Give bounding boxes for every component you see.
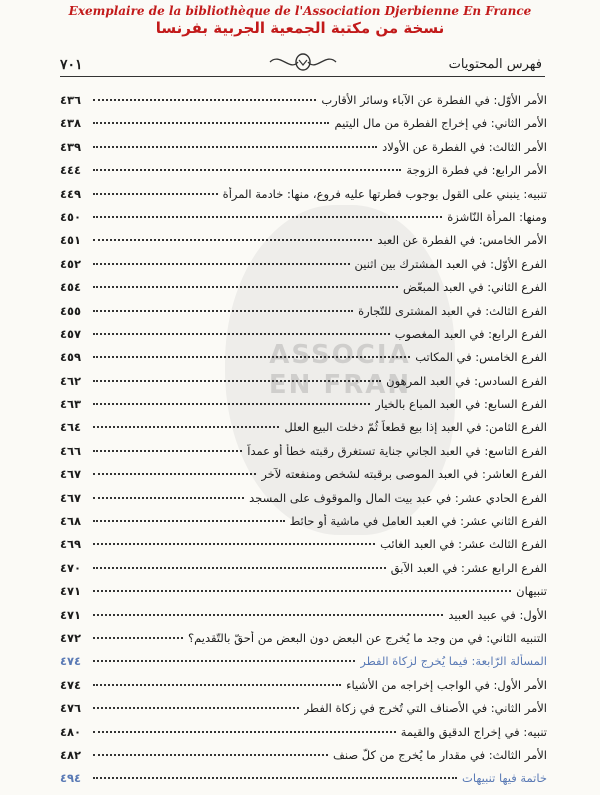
- toc-dot-leader: [93, 122, 329, 124]
- toc-entry-title: الأمر الأوّل: في الفطرة عن الآباء وسائر الأقارب: [321, 93, 547, 107]
- toc-entry-page: ٤٥٥: [60, 303, 82, 318]
- toc-entry[interactable]: [60, 561, 547, 584]
- toc-entry-title: الأمر الخامس: في الفطرة عن العبد: [377, 233, 547, 248]
- toc-entry-page: ٤٦٧: [60, 490, 82, 505]
- toc-entry-title: الفرع السادس: في العبد المرهون: [386, 373, 547, 388]
- header-ornament-icon: [268, 50, 338, 74]
- toc-entry[interactable]: [60, 116, 547, 139]
- toc-entry[interactable]: [60, 233, 547, 256]
- toc-dot-leader: [93, 216, 442, 218]
- toc-entry[interactable]: [60, 514, 547, 537]
- library-header: [0, 4, 600, 37]
- toc-entry-title: الفرع الثامن: في العبد إذا بيع قطعاً ثُمّ دخلت البيع العلل: [284, 420, 547, 435]
- toc-entry-title: الفرع الحادي عشر: في عبد بيت المال والموقوف على المسجد: [249, 490, 547, 505]
- library-header-french: Exemplaire de la bibliothèque de l'Association Djerbienne En France: [68, 4, 532, 18]
- toc-entry-title: ومنها: المرأة النّاشزة: [447, 209, 547, 224]
- toc-entry-title: الأمر الثاني: في إخراج الفطرة من مال اليتيم: [334, 116, 547, 131]
- toc-entry[interactable]: [60, 725, 547, 748]
- toc-entry[interactable]: [60, 397, 547, 420]
- toc-entry-page: ٤٦٨: [60, 514, 82, 529]
- page-number: ٧٠١: [60, 57, 83, 73]
- toc-dot-leader: [93, 567, 386, 569]
- toc-dot-leader: [93, 754, 328, 756]
- toc-entry-title: تنبيه: في إخراج الدقيق والقيمة: [400, 724, 547, 739]
- toc-entry[interactable]: [60, 631, 547, 654]
- toc-dot-leader: [93, 450, 242, 452]
- toc-entry-page: ٤٦٣: [60, 397, 82, 412]
- toc-entry-title: الأمر الثاني: في الأصناف التي تُخرج في زكاة الفطر: [303, 701, 547, 716]
- toc-entry[interactable]: [60, 444, 547, 467]
- toc-entry[interactable]: [60, 93, 547, 116]
- toc-dot-leader: [93, 707, 299, 709]
- toc-entry[interactable]: [60, 163, 547, 186]
- toc-dot-leader: [93, 403, 370, 405]
- toc-entry-page: ٤٥٢: [60, 256, 82, 271]
- toc-entry-title: الفرع الثاني: في العبد المبعّض: [403, 280, 547, 295]
- toc-entry[interactable]: [60, 140, 547, 163]
- watermark-line-1: ASSOCIA: [269, 340, 411, 370]
- toc-dot-leader: [93, 684, 341, 686]
- toc-entry-page: ٤٦٦: [60, 443, 82, 458]
- toc-dot-leader: [93, 286, 398, 288]
- toc-dot-leader: [93, 660, 355, 662]
- toc-entry-title: الفرع الثالث: في العبد المشترى للتّجارة: [358, 303, 547, 318]
- toc-entry[interactable]: [60, 701, 547, 724]
- toc-entry-page: ٤٧٤: [60, 677, 82, 692]
- toc-dot-leader: [93, 614, 443, 616]
- toc-entry-page: ٤٨٠: [60, 724, 82, 739]
- toc-entry[interactable]: [60, 608, 547, 631]
- toc-entry-page: ٤٦٢: [60, 373, 82, 388]
- toc-entry-title: الفرع الثالث عشر: في العبد الغائب: [380, 537, 547, 552]
- toc-dot-leader: [93, 239, 372, 241]
- toc-entry-title: الفرع الأوّل: في العبد المشترك بين اثنين: [354, 256, 547, 271]
- toc-dot-leader: [93, 731, 396, 733]
- toc-entry[interactable]: [60, 678, 547, 701]
- toc-entry[interactable]: [60, 187, 547, 210]
- toc-entry-page: ٤٨٢: [60, 747, 82, 762]
- toc-entry-title: الفرع الثاني عشر: في العبد العامل في ماشية أو حائط: [289, 514, 547, 529]
- toc-entry-page: ٤٧١: [60, 584, 82, 599]
- toc-entry[interactable]: [60, 304, 547, 327]
- toc-entry-page: ٤٥٩: [60, 350, 82, 365]
- toc-entry-page: ٤٧٤: [60, 654, 82, 669]
- toc-entry-page: ٤٦٧: [60, 467, 82, 482]
- toc-entry[interactable]: [60, 374, 547, 397]
- toc-dot-leader: [93, 263, 350, 265]
- toc-entry-page: ٤٣٩: [60, 139, 82, 154]
- toc-entry-title: الفرع السابع: في العبد المباع بالخيار: [375, 397, 547, 412]
- toc-entry[interactable]: [60, 257, 547, 280]
- toc-entry[interactable]: [60, 350, 547, 373]
- toc-dot-leader: [93, 380, 381, 382]
- toc-dot-leader: [93, 497, 244, 499]
- table-of-contents: [60, 93, 547, 795]
- toc-dot-leader: [93, 99, 316, 101]
- toc-entry-title: التنبيه الثاني: في من وجد ما يُخرج عن البعض دون البعض من أحقّ بالتّقديم؟: [188, 630, 547, 645]
- toc-entry[interactable]: [60, 584, 547, 607]
- toc-entry-title: الفرع العاشر: في العبد الموصى برقبته لشخص ومنفعته لآخر: [261, 467, 547, 482]
- toc-dot-leader: [93, 473, 256, 475]
- watermark-line-2: EN FRAN: [268, 370, 412, 400]
- toc-entry[interactable]: [60, 280, 547, 303]
- toc-entry-page: ٤٣٦: [60, 93, 82, 107]
- toc-entry-page: ٤٧١: [60, 607, 82, 622]
- toc-section-heading[interactable]: [60, 654, 547, 677]
- toc-section-heading[interactable]: [60, 771, 547, 794]
- toc-entry-page: ٤٧٦: [60, 701, 82, 716]
- toc-entry-page: ٤٥٧: [60, 326, 82, 341]
- library-header-arabic: نسخة من مكتبة الجمعية الجربية بفرنسا: [155, 19, 445, 37]
- toc-dot-leader: [93, 426, 279, 428]
- toc-entry-title: الفرع التاسع: في العبد الجاني جناية تستغرق رقبته خطأ أو عمداً: [247, 443, 547, 458]
- toc-entry[interactable]: [60, 467, 547, 490]
- toc-entry-page: ٤٥١: [60, 233, 82, 248]
- toc-dot-leader: [93, 333, 390, 335]
- toc-entry-page: ٤٥٠: [60, 209, 82, 224]
- toc-dot-leader: [93, 193, 218, 195]
- toc-entry-page: ٤٧٢: [60, 630, 82, 645]
- toc-dot-leader: [93, 637, 183, 639]
- toc-entry-page: ٤٥٤: [60, 280, 82, 295]
- toc-entry[interactable]: [60, 420, 547, 443]
- toc-entry-page: ٤٩٤: [60, 771, 82, 786]
- toc-entry-title: الفرع الرابع: في العبد المغصوب: [394, 326, 547, 341]
- toc-entry-page: ٤٤٤: [60, 163, 82, 178]
- toc-dot-leader: [93, 310, 353, 312]
- toc-entry-title: الأول: في عبيد العبيد: [448, 607, 547, 622]
- toc-entry-title: تنبيه: ينبني على القول بوجوب فطرتها عليه فروع، منها: خادمة المرأة: [222, 186, 547, 201]
- toc-entry-title: تنبيهان: [516, 584, 547, 599]
- toc-entry-page: ٤٣٨: [60, 116, 82, 131]
- toc-entry-page: ٤٦٩: [60, 537, 82, 552]
- toc-entry-page: ٤٤٩: [60, 186, 82, 201]
- toc-entry-title: الأمر الثالث: في مقدار ما يُخرج من كلّ صنف: [333, 747, 547, 762]
- toc-entry[interactable]: [60, 748, 547, 771]
- toc-entry-title: الفرع الرابع عشر: في العبد الآبق: [390, 560, 547, 575]
- toc-entry-title: الفرع الخامس: في المكاتب: [415, 350, 547, 365]
- toc-entry[interactable]: [60, 327, 547, 350]
- toc-entry-title: الأمر الرابع: في فطرة الزوجة: [406, 163, 547, 178]
- toc-dot-leader: [93, 777, 457, 779]
- toc-entry-title: خاتمة فيها تنبيهات: [462, 771, 547, 786]
- toc-entry-title: الأمر الثالث: في الفطرة عن الأولاد: [382, 139, 547, 154]
- toc-dot-leader: [93, 590, 511, 592]
- toc-entry-page: ٤٦٤: [60, 420, 82, 435]
- toc-entry-title: الأمر الأول: في الواجب إخراجه من الأشياء: [346, 677, 547, 692]
- toc-dot-leader: [93, 169, 401, 171]
- toc-dot-leader: [93, 543, 375, 545]
- header-divider: [60, 76, 545, 77]
- toc-dot-leader: [93, 520, 285, 522]
- toc-entry-page: ٤٧٠: [60, 560, 82, 575]
- section-title: فهرس المحتويات: [448, 57, 542, 72]
- toc-entry-title: المسألة الرّابعة: فيما يُخرج لزكاة الفطر: [360, 654, 547, 669]
- toc-dot-leader: [93, 356, 410, 358]
- toc-entry[interactable]: [60, 491, 547, 514]
- toc-dot-leader: [93, 146, 377, 148]
- toc-entry[interactable]: [60, 537, 547, 560]
- toc-entry[interactable]: [60, 210, 547, 233]
